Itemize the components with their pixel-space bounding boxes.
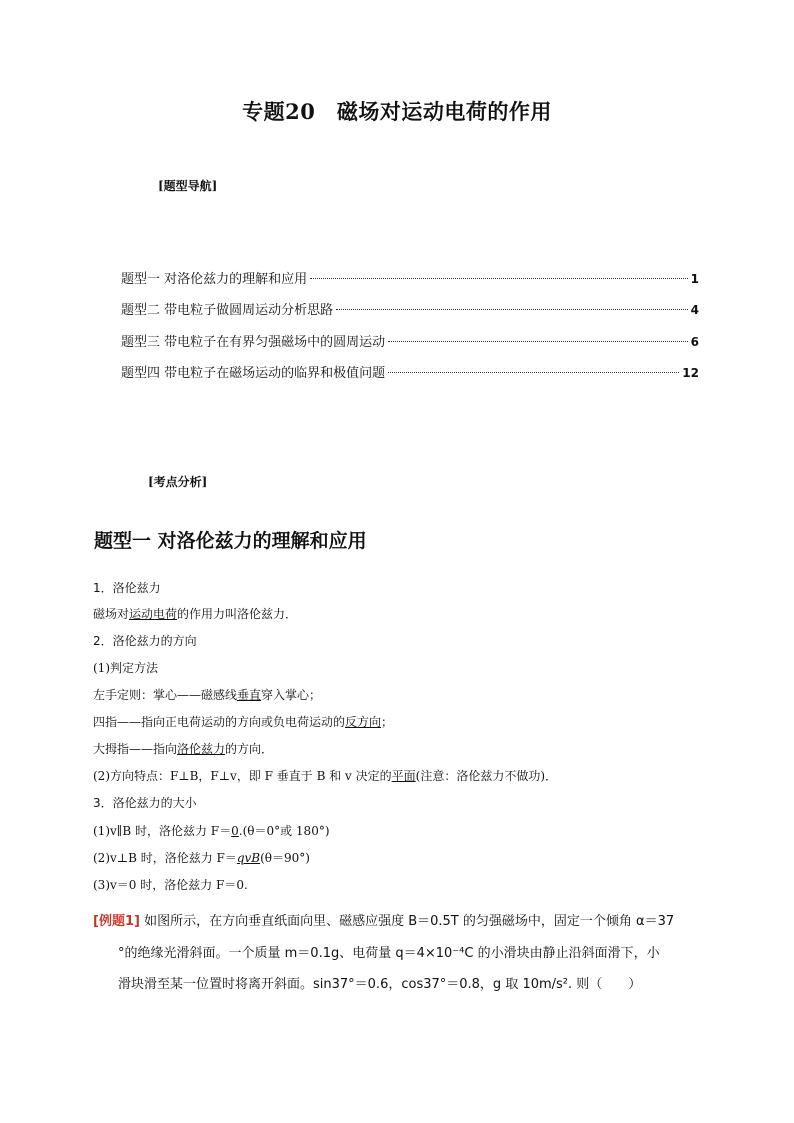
- example-line-1: [93, 910, 674, 929]
- underlined-term: 垂直: [237, 688, 262, 702]
- paragraph-thumb: [93, 740, 273, 757]
- section-title: 题型一 对洛伦兹力的理解和应用: [94, 530, 367, 552]
- toc-entry[interactable]: [121, 362, 699, 382]
- text: ；: [381, 715, 394, 729]
- nav-heading: [题型导航]: [158, 179, 218, 193]
- text: (注意：洛伦兹力不做功)．: [415, 769, 558, 783]
- underlined-term: 反方向: [345, 715, 382, 729]
- toc-entry-label: 题型一 对洛伦兹力的理解和应用: [121, 272, 308, 287]
- underlined-term: 平面: [391, 769, 416, 783]
- example-line-2: °的绝缘光滑斜面。一个质量 m＝0.1g、电荷量 q＝4×10⁻⁴C 的小滑块由静止沿斜面滑下，小: [118, 946, 660, 961]
- heading-magnitude: 3．洛伦兹力的大小: [93, 796, 197, 810]
- toc-entry[interactable]: [121, 331, 699, 351]
- heading-direction: 2．洛伦兹力的方向: [93, 634, 197, 648]
- formula-zero-velocity: (3)v＝0 时，洛伦兹力 F＝0.: [93, 878, 248, 892]
- underlined-term: 0: [231, 824, 239, 838]
- toc-entry-page: 12: [682, 366, 699, 380]
- text: 的作用力叫洛伦兹力．: [177, 607, 298, 621]
- toc-leader: [336, 309, 688, 310]
- text: 四指——指向正电荷运动的方向或负电荷运动的: [93, 715, 346, 729]
- text: .(θ＝0°或 180°): [238, 824, 330, 838]
- text: (2)v⊥B 时，洛伦兹力 F＝: [93, 851, 237, 865]
- toc-entry-page: 1: [690, 272, 699, 286]
- analysis-heading: [考点分析]: [148, 475, 208, 489]
- toc-entry[interactable]: [121, 299, 699, 319]
- formula-parallel: [93, 822, 330, 839]
- example-text: 如图所示，在方向垂直纸面向里、磁感应强度 B＝0.5T 的匀强磁场中，固定一个倾角 α＝37: [144, 914, 675, 929]
- example-tag: [例题1]: [93, 914, 140, 929]
- toc-entry-label: 题型三 带电粒子在有界匀强磁场中的圆周运动: [121, 335, 386, 350]
- text: (2)方向特点：F⊥B，F⊥v，即 F 垂直于 B 和 v 决定的: [93, 769, 392, 783]
- text: 大拇指——指向: [93, 742, 178, 756]
- page-title: 专题20 磁场对运动电荷的作用: [242, 99, 552, 124]
- paragraph-direction-features: [93, 767, 557, 784]
- toc-leader: [388, 341, 688, 342]
- paragraph-definition: [93, 605, 297, 622]
- paragraph-four-fingers: [93, 713, 393, 730]
- text: 的方向．: [225, 742, 274, 756]
- text: 穿入掌心；: [261, 688, 322, 702]
- underlined-term: 洛伦兹力: [177, 742, 226, 756]
- paragraph-left-hand-rule: [93, 686, 321, 703]
- toc-entry-label: 题型四 带电粒子在磁场运动的临界和极值问题: [121, 366, 386, 381]
- toc-leader: [388, 372, 679, 373]
- heading-lorentz-force: 1．洛伦兹力: [93, 581, 161, 595]
- text: (1)v∥B 时，洛伦兹力 F＝: [93, 824, 232, 838]
- text: 左手定则：掌心——磁感线: [93, 688, 238, 702]
- text: 磁场对: [93, 607, 130, 621]
- example-line-3: 滑块滑至某一位置时将离开斜面。sin37°＝0.6，cos37°＝0.8，g 取 10m/s². 则（ ）: [118, 977, 642, 992]
- toc-entry[interactable]: [121, 268, 699, 288]
- toc-entry-page: 4: [690, 303, 699, 317]
- toc-entry-page: 6: [690, 335, 699, 349]
- underlined-term: 运动电荷: [129, 607, 178, 621]
- toc-leader: [310, 278, 688, 279]
- toc-entry-label: 题型二 带电粒子做圆周运动分析思路: [121, 303, 334, 318]
- text: (θ＝90°): [260, 851, 310, 865]
- formula-perpendicular: [93, 849, 310, 866]
- underlined-term: qvB: [236, 851, 261, 865]
- subheading-method: (1)判定方法: [93, 661, 158, 675]
